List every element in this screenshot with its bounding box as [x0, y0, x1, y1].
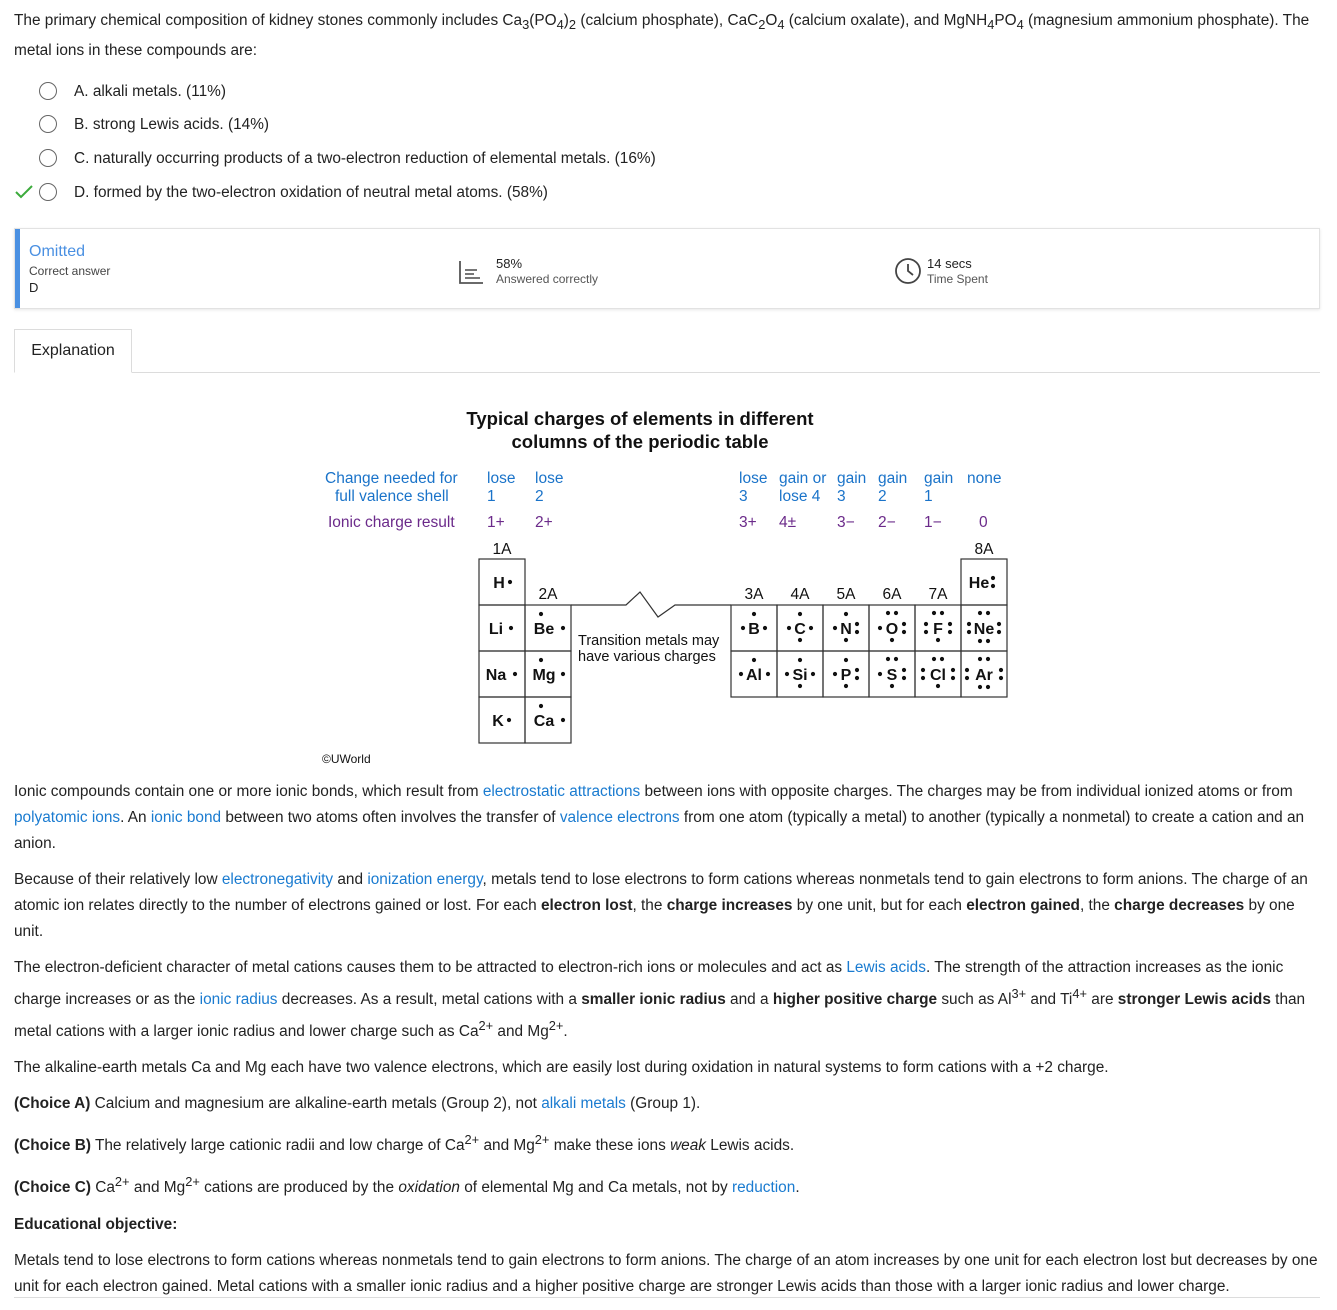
- choice-label: C. naturally occurring products of a two-electron reduction of elemental metals. (16%): [74, 150, 656, 167]
- choice-label: D. formed by the two-electron oxidation of neutral metal atoms. (58%): [74, 184, 548, 201]
- choice-b-explanation: (Choice B) The relatively large cationic radii and low charge of $Ca^{2+}$ and $Mg^{2+}$ make these ions weak Lewis acids.: [14, 1132, 795, 1155]
- change-4a-n: lose 4: [779, 488, 821, 505]
- choice-b[interactable]: [0, 111, 700, 139]
- clock-icon: [894, 257, 922, 285]
- link-ionic-bond[interactable]: ionic bond: [150, 809, 222, 826]
- paragraph: The alkaline-earth metals Ca and Mg each have two valence electrons, which are easily lost during oxidation in natural systems to form cations with a +2 charge.: [14, 1059, 1109, 1077]
- charge-7a: 1−: [924, 514, 942, 531]
- choice-d[interactable]: [0, 179, 700, 207]
- correct-check-icon: [14, 183, 34, 201]
- link-lewis-acids[interactable]: Lewis acids: [846, 959, 926, 976]
- choice-a[interactable]: [0, 78, 700, 106]
- group-label: 6A: [882, 586, 902, 603]
- percent-correct-label: Answered correctly: [496, 272, 599, 286]
- charge-5a: 3−: [837, 514, 855, 531]
- link-electrostatic-attractions[interactable]: electrostatic attractions: [482, 783, 641, 800]
- element-b: B: [748, 621, 760, 638]
- transition-metals-note: Transition metals may have various charges: [578, 633, 720, 665]
- element-mg: Mg: [532, 667, 556, 684]
- element-he: He: [968, 575, 990, 592]
- group-label: 5A: [836, 586, 856, 603]
- change-needed-label: Change needed for: [325, 470, 458, 487]
- element-cl: Cl: [930, 667, 946, 684]
- correct-answer-value: D: [29, 280, 39, 295]
- paragraph: Ionic compounds contain one or more ionic bonds, which result from electrostatic attractions between ions with opposite charges. The charges may be from individual ionized atoms or from polyatomic ions. An ionic bond between two atoms often involves the transfer of valence electrons from one atom (typically a metal) to another (typically a nonmetal) to create a cation and an anion.: [14, 783, 1305, 852]
- change-3a-n: 3: [739, 488, 748, 505]
- change-5a: gain: [837, 470, 867, 487]
- choice-label: A. alkali metals. (11%): [74, 83, 226, 100]
- radio-button[interactable]: [39, 115, 57, 133]
- element-na: Na: [485, 667, 507, 684]
- group-label: 2A: [538, 586, 558, 603]
- link-ionic-radius[interactable]: ionic radius: [199, 991, 278, 1009]
- change-1a: lose: [487, 470, 516, 487]
- element-be: Be: [533, 621, 555, 638]
- group-label: 7A: [928, 586, 948, 603]
- link-valence-electrons[interactable]: valence electrons: [559, 809, 680, 826]
- element-ar: Ar: [975, 667, 993, 684]
- periodic-table-figure: [310, 400, 1030, 770]
- charge-3a: 3+: [739, 514, 757, 531]
- element-ca: Ca: [533, 713, 555, 730]
- explanation-body: [14, 779, 1320, 1310]
- radio-button[interactable]: [39, 82, 57, 100]
- group-label: 4A: [790, 586, 810, 603]
- element-k: K: [492, 713, 504, 730]
- change-4a: gain or: [779, 470, 827, 487]
- element-f: F: [933, 621, 943, 638]
- paragraph: Because of their relatively low electronegativity and ionization energy, metals tend to lose electrons to form cations whereas nonmetals tend to gain electrons to form anions. The charge of an atomic ion relates directly to the number of electrons gained or lost. For each electron lost, the charge increases by one unit, but for each electron gained, the charge decreases by one unit.: [14, 871, 1308, 940]
- element-p: P: [840, 667, 852, 684]
- element-al: Al: [746, 667, 762, 684]
- question-stem: The primary chemical composition of kidney stones commonly includes $Ca_3(PO_4)_2$ (calcium phosphate), $CaC_2O_4$ (calcium oxalate), and $MgNH_4PO_4$ (magnesium ammonium phosphate). The metal ions in these compounds are:: [14, 12, 1310, 60]
- bar-chart-icon: [458, 259, 484, 285]
- element-h: H: [493, 575, 505, 592]
- tab-divider: [14, 372, 1320, 373]
- charge-4a: 4±: [779, 514, 797, 531]
- element-c: C: [794, 621, 806, 638]
- charge-2a: 2+: [535, 514, 553, 531]
- periodic-table-grid: [310, 400, 1030, 770]
- tab-explanation[interactable]: Explanation: [14, 329, 132, 373]
- choice-a-explanation: (Choice A) Calcium and magnesium are alkaline-earth metals (Group 2), not alkali metals (Group 1).: [14, 1095, 701, 1113]
- change-6a: gain: [878, 470, 908, 487]
- charge-8a: 0: [979, 514, 988, 531]
- ionic-charge-label: Ionic charge result: [328, 514, 455, 531]
- change-7a-n: 1: [924, 488, 933, 505]
- stats-card: [14, 228, 1320, 309]
- change-7a: gain: [924, 470, 954, 487]
- element-s: S: [886, 667, 898, 684]
- copyright: ©UWorld: [322, 752, 371, 766]
- choice-label: B. strong Lewis acids. (14%): [74, 116, 270, 133]
- correct-answer-label: Correct answer: [29, 264, 111, 278]
- change-needed-label-2: full valence shell: [335, 488, 449, 505]
- bottom-divider: [14, 1297, 1320, 1298]
- change-2a: lose: [535, 470, 564, 487]
- element-ne: Ne: [973, 621, 995, 638]
- element-n: N: [840, 621, 852, 638]
- status-accent-bar: [15, 229, 20, 308]
- time-spent: 14 secs: [927, 256, 972, 271]
- change-2a-n: 2: [535, 488, 544, 505]
- group-label: 1A: [492, 541, 512, 558]
- element-li: Li: [488, 621, 504, 638]
- paragraph: The electron-deficient character of metal cations causes them to be attracted to electron-rich ions or molecules and act as Lewis acids. The strength of the attraction increases as the ionic charge increases or as the ionic radius decreases. As a result, metal cations with a smaller ionic radius and a higher positive charge such as $Al^{3+}$ and $Ti^{4+}$ are stronger Lewis acids than metal cations with a larger ionic radius and lower charge such as $Ca^{2+}$ and $Mg^{2+}$.: [14, 959, 1306, 1041]
- element-si: Si: [792, 667, 808, 684]
- link-polyatomic-ions[interactable]: polyatomic ions: [14, 809, 121, 826]
- choice-c[interactable]: [0, 145, 700, 173]
- educational-objective-heading: Educational objective:: [14, 1215, 178, 1233]
- radio-button[interactable]: [39, 183, 57, 201]
- status-omitted: Omitted: [29, 243, 86, 260]
- group-label: 3A: [744, 586, 764, 603]
- link-ionization-energy[interactable]: ionization energy: [367, 871, 483, 888]
- time-spent-label: Time Spent: [927, 272, 988, 286]
- change-3a: lose: [739, 470, 768, 487]
- element-o: O: [885, 621, 899, 638]
- change-6a-n: 2: [878, 488, 887, 505]
- figure-title: Typical charges of elements in different columns of the periodic table: [466, 408, 814, 452]
- change-5a-n: 3: [837, 488, 846, 505]
- radio-button[interactable]: [39, 149, 57, 167]
- choice-c-explanation: (Choice C) $Ca^{2+}$ and $Mg^{2+}$ cations are produced by the oxidation of elemental Mg and Ca metals, not by reduction.: [14, 1174, 800, 1197]
- link-electronegativity[interactable]: electronegativity: [221, 871, 334, 888]
- change-1a-n: 1: [487, 488, 496, 505]
- percent-correct: 58%: [496, 256, 523, 271]
- educational-objective: Metals tend to lose electrons to form cations whereas nonmetals tend to gain electrons to form anions. The charge of an atom increases by one unit for each electron lost but decreases by one unit for each electron gained. Metal cations with a smaller ionic radius and a higher positive charge are stronger Lewis acids than those with a larger ionic radius and lower charge.: [14, 1251, 1318, 1295]
- group-label: 8A: [974, 541, 994, 558]
- charge-6a: 2−: [878, 514, 896, 531]
- link-reduction[interactable]: reduction: [731, 1179, 796, 1197]
- change-8a: none: [967, 470, 1002, 487]
- charge-1a: 1+: [487, 514, 505, 531]
- link-alkali-metals[interactable]: alkali metals: [541, 1095, 626, 1113]
